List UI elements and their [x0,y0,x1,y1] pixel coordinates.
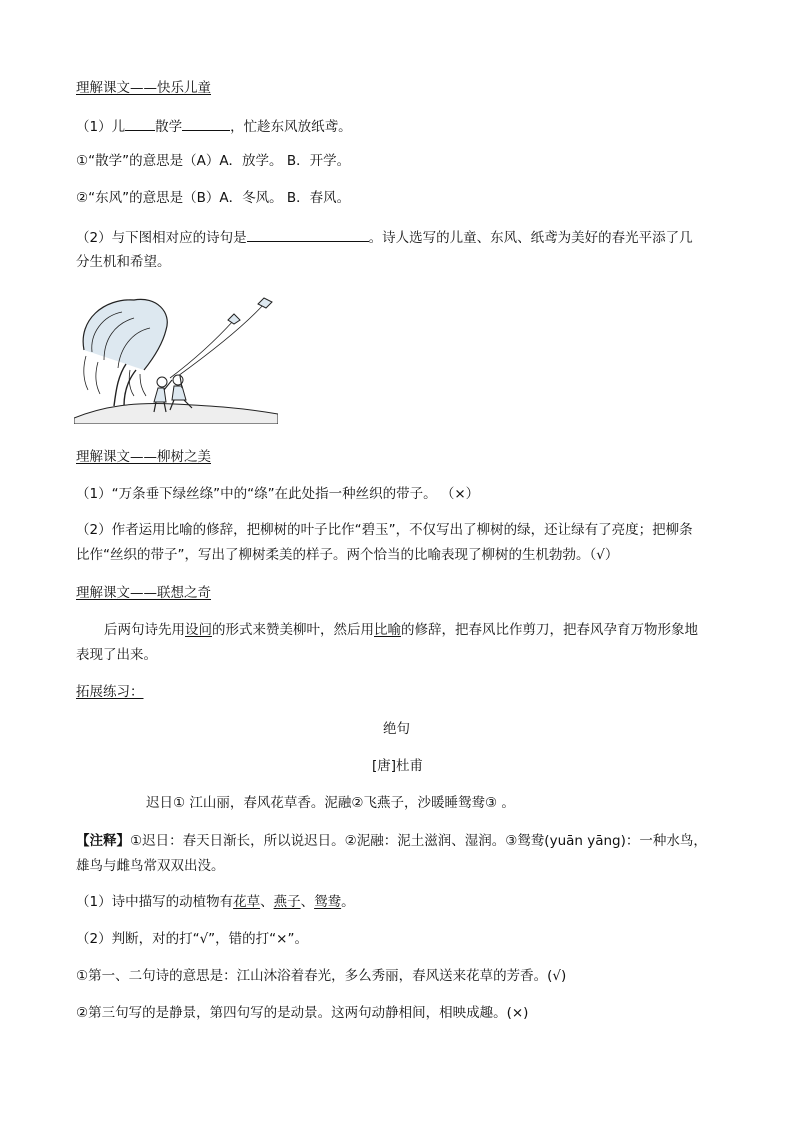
kite-flying-illustration [74,290,278,424]
section-heading-willow-beauty: 理解课文——柳树之美 [76,449,211,465]
extension-heading: 拓展练习： [76,684,144,700]
para-text: 的形式来赞美柳叶，然后用 [212,622,374,638]
para-text: 后两句诗先用 [104,622,185,638]
question-2-line-2: 分生机和希望。 [76,254,171,270]
willow-q2-line-1: （2）作者运用比喻的修辞，把柳树的叶子比作“碧玉”，不仅写出了柳树的绿，还让绿有了亮度；把柳条 [76,522,693,538]
answer-yuanyang: 鸳鸯 [314,894,342,910]
q1-text-3: ，忙趁东风放纸鸢。 [230,119,352,135]
separator: 、 [260,894,274,910]
q2-text-2: 。诗人选写的儿童、东风、纸鸢为美好的春光平添了几 [368,230,693,246]
extension-q2: （2）判断，对的打“√”，错的打“×”。 [76,931,308,947]
poem-text: 迟日① 江山丽，春风花草香。泥融②飞燕子，沙暖睡鸳鸯③ 。 [146,795,515,811]
notes-text: ①迟日：春天日渐长，所以说迟日。②泥融：泥土滋润、湿润。③鸳鸯(yuān yāng)：一种水鸟， [130,833,707,849]
notes-label: 【注释】 [76,833,130,849]
imagination-paragraph-line-1 [104,621,698,639]
extension-q1 [76,893,355,911]
q-text-end: 。 [341,894,355,910]
willow-q1: （1）“万条垂下绿丝绦”中的“绦”在此处指一种丝织的带子。 （×） [76,486,480,502]
willow-q2-line-2: 比作“丝织的带子”，写出了柳树柔美的样子。两个恰当的比喻表现了柳树的生机勃勃。（√） [76,547,619,563]
answer-blank[interactable] [182,117,230,131]
question-1-line [76,117,352,136]
answer-blank[interactable] [247,228,369,242]
para-text: 的修辞，把春风比作剪刀，把春风孕育万物形象地 [401,622,698,638]
judgement-2: ②第三句写的是静景，第四句写的是动景。这两句动静相间，相映成趣。(×) [76,1005,529,1021]
answer-huacao: 花草 [233,894,261,910]
answer-biyu: 比喻 [374,622,401,638]
poem-author: [唐]杜甫 [372,758,424,774]
q2-text-1: （2）与下图相对应的诗句是 [76,230,247,246]
answer-yanzi: 燕子 [273,894,301,910]
separator: 、 [300,894,315,910]
judgement-1: ①第一、二句诗的意思是：江山沐浴着春光，多么秀丽，春风送来花草的芳香。(√) [76,968,567,984]
option-line-sanxue: ①“散学”的意思是（A）A．放学。 B．开学。 [76,153,351,169]
notes-line-2: 雄鸟与雌鸟常双双出没。 [76,858,225,874]
imagination-paragraph-line-2: 表现了出来。 [76,647,157,663]
notes-line-1 [76,832,707,850]
question-2-line [76,228,693,247]
poem-title: 绝句 [383,721,410,737]
answer-shewen: 设问 [185,622,212,638]
q1-text-2: 散学 [155,119,183,135]
section-heading-happy-children: 理解课文——快乐儿童 [76,80,211,96]
answer-blank[interactable] [125,117,155,131]
q1-text-1: （1）儿 [76,119,126,135]
q-text: （1）诗中描写的动植物有 [76,894,234,910]
option-line-dongfeng: ②“东风”的意思是（B）A．冬风。 B．春风。 [76,190,351,206]
section-heading-imagination: 理解课文——联想之奇 [76,585,211,601]
